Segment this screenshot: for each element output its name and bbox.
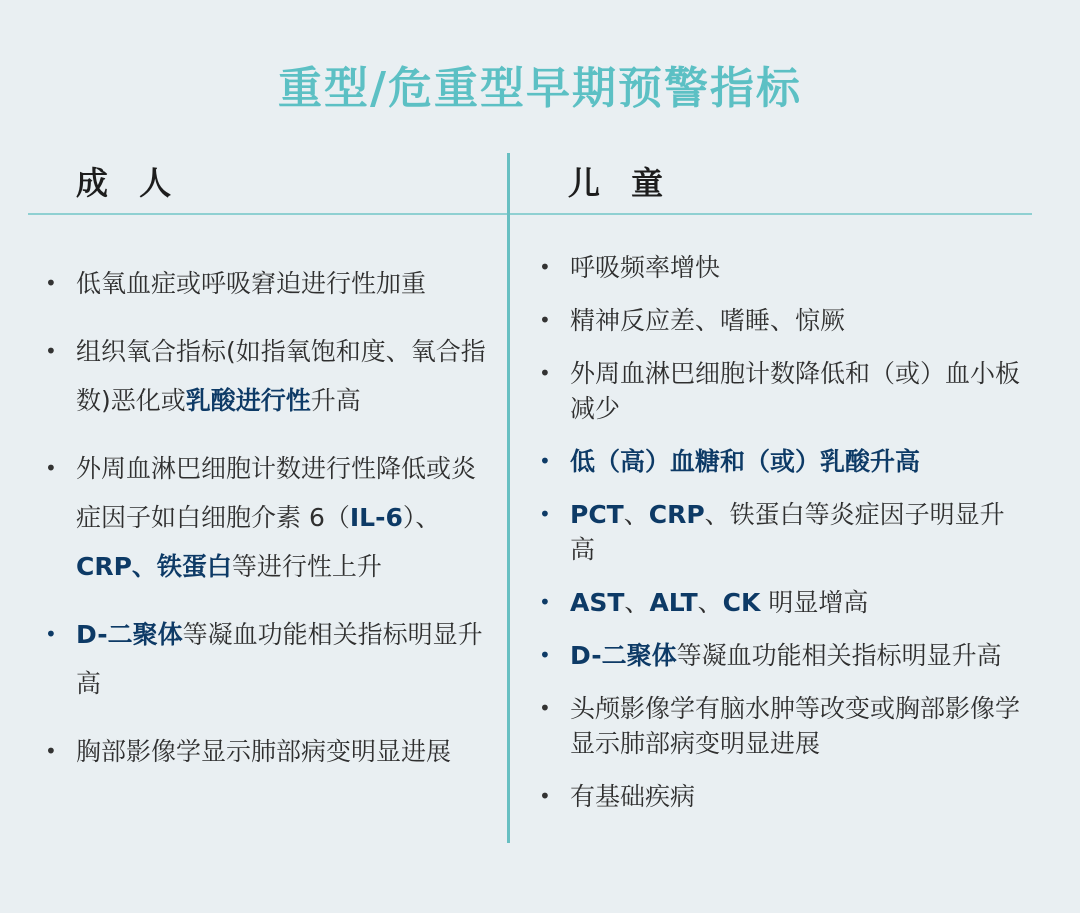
adult-indicator-list <box>76 259 486 795</box>
item-text: 、铁蛋白等炎症因子明显升高 <box>570 500 1005 564</box>
highlighted-text: CK <box>722 588 761 617</box>
item-text: 明显增高 <box>760 588 869 617</box>
highlighted-text: 低（高）血糖和（或）乳酸升高 <box>570 447 921 476</box>
column-heading-child: 儿 童 <box>568 164 674 202</box>
header-divider <box>28 213 1032 215</box>
item-text: 等凝血功能相关指标明显升高 <box>76 620 483 698</box>
list-item <box>570 497 1025 567</box>
highlighted-text: D-二聚体 <box>76 620 183 649</box>
highlighted-text: AST <box>570 588 625 617</box>
child-indicator-list <box>570 250 1025 832</box>
item-text: 、 <box>623 500 649 529</box>
item-text: ）、 <box>402 503 441 532</box>
list-item <box>570 585 1025 620</box>
highlighted-text: ALT <box>649 588 698 617</box>
list-item <box>570 638 1025 673</box>
highlighted-text: D-二聚体 <box>570 641 677 670</box>
highlighted-text: IL-6 <box>349 503 403 532</box>
item-text: 外周血淋巴细胞计数进行性降低或炎症因子如白细胞介素 6（ <box>76 454 477 532</box>
item-text: 外周血淋巴细胞计数降低和（或）血小板减少 <box>570 359 1021 423</box>
column-heading-adult: 成 人 <box>76 164 182 202</box>
highlighted-text: PCT <box>570 500 624 529</box>
item-text: 低氧血症或呼吸窘迫进行性加重 <box>76 269 427 298</box>
list-item <box>570 356 1025 426</box>
item-text: 呼吸频率增快 <box>570 253 721 282</box>
item-text: 升高 <box>310 386 361 415</box>
list-item <box>76 610 486 708</box>
list-item <box>76 444 486 591</box>
item-text: 、 <box>697 588 723 617</box>
item-text: 头颅影像学有脑水肿等改变或胸部影像学显示肺部病变明显进展 <box>570 694 1021 758</box>
item-text: 等进行性上升 <box>231 552 382 581</box>
list-item <box>570 250 1025 285</box>
item-text: 有基础疾病 <box>570 782 696 811</box>
list-item <box>76 259 486 308</box>
list-item <box>570 691 1025 761</box>
list-item <box>570 303 1025 338</box>
list-item <box>76 327 486 425</box>
item-text: 组织氧合指标(如指氧饱和度、氧合指数)恶化或 <box>76 337 486 415</box>
highlighted-text: 乳酸进行性 <box>185 386 311 415</box>
list-item <box>570 444 1025 479</box>
highlighted-text: CRP <box>648 500 705 529</box>
list-item <box>570 779 1025 814</box>
item-text: 、 <box>624 588 650 617</box>
item-text: 等凝血功能相关指标明显升高 <box>676 641 1002 670</box>
page-title: 重型/危重型早期预警指标 <box>277 63 803 114</box>
list-item <box>76 727 486 776</box>
highlighted-text: CRP、铁蛋白 <box>76 552 232 581</box>
column-divider <box>507 153 510 843</box>
item-text: 精神反应差、嗜睡、惊厥 <box>570 306 846 335</box>
item-text: 胸部影像学显示肺部病变明显进展 <box>76 737 452 766</box>
